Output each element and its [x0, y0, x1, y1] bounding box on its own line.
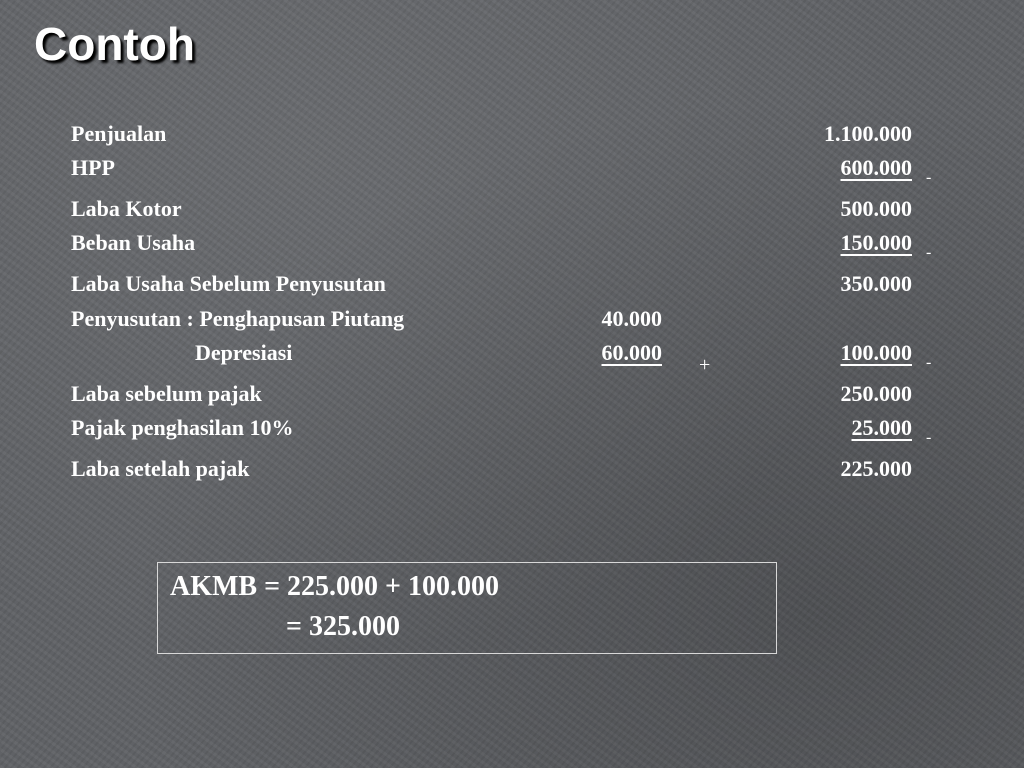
formula-line-2: = 325.000: [286, 611, 400, 642]
row-penyusutan: [0, 305, 1024, 335]
label-laba-usaha: Laba Usaha Sebelum Penyusutan: [71, 271, 386, 296]
row-laba-usaha: [0, 270, 1024, 300]
plus-sign: +: [699, 354, 711, 376]
value-penjualan: 1.100.000: [824, 121, 912, 146]
row-penjualan: [0, 120, 1024, 150]
row-laba-kotor: [0, 195, 1024, 225]
row-laba-setelah-pajak: [0, 455, 1024, 485]
row-hpp: [0, 154, 1024, 184]
akmb-formula-box: [157, 562, 777, 654]
value-beban-usaha: 150.000: [840, 230, 912, 255]
row-laba-sebelum-pajak: [0, 380, 1024, 410]
label-hpp: HPP: [71, 155, 115, 180]
value-laba-kotor: 500.000: [840, 196, 912, 221]
label-penyusutan: Penyusutan : Penghapusan Piutang: [71, 306, 405, 331]
row-beban-usaha: [0, 229, 1024, 259]
value-penghapusan-piutang: 40.000: [601, 306, 662, 331]
minus-sign: -: [926, 244, 932, 261]
label-beban-usaha: Beban Usaha: [71, 230, 196, 255]
value-laba-usaha: 350.000: [840, 271, 912, 296]
value-laba-setelah-pajak: 225.000: [840, 456, 912, 481]
row-depresiasi: [0, 339, 1024, 369]
formula-line-1: AKMB = 225.000 + 100.000: [170, 571, 500, 602]
label-penjualan: Penjualan: [71, 121, 167, 146]
label-pajak: Pajak penghasilan 10%: [71, 415, 294, 440]
value-pajak: 25.000: [851, 415, 912, 440]
label-laba-kotor: Laba Kotor: [71, 196, 182, 221]
label-laba-setelah-pajak: Laba setelah pajak: [71, 456, 250, 481]
value-depresiasi: 100.000: [840, 340, 912, 365]
minus-sign: -: [926, 429, 932, 446]
minus-sign: -: [926, 354, 932, 371]
label-depresiasi: Depresiasi: [195, 340, 293, 365]
value-hpp: 600.000: [840, 155, 912, 180]
slide-title: Contoh: [34, 18, 195, 70]
minus-sign: -: [926, 169, 932, 186]
row-pajak: [0, 414, 1024, 444]
label-laba-sebelum-pajak: Laba sebelum pajak: [71, 381, 262, 406]
value-depresiasi-mid: 60.000: [601, 340, 662, 365]
value-laba-sebelum-pajak: 250.000: [840, 381, 912, 406]
